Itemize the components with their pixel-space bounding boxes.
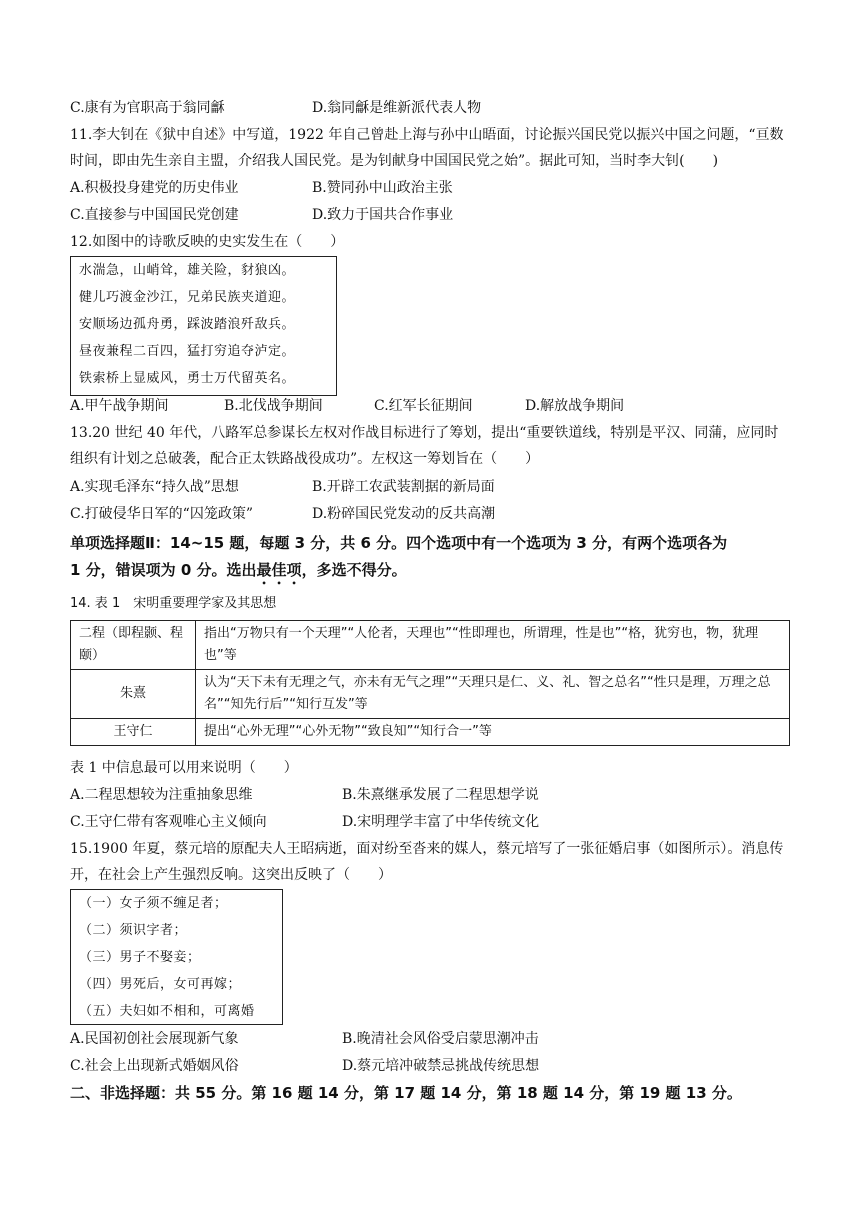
table-row <box>71 719 790 746</box>
table-cell-name: 二程（即程颢、程颐） <box>71 621 196 670</box>
q12-stem: 12.如图中的诗歌反映的史实发生在（ ） <box>70 234 345 250</box>
q12-option-c: C.红军长征期间 <box>374 398 473 414</box>
q10-option-c: C.康有为官职高于翁同龢 <box>70 100 225 116</box>
section-2-instructions-line1: 单项选择题Ⅱ：14~15 题，每题 3 分，共 6 分。四个选项中有一个选项为 3 分，有两个选项各为 <box>70 534 728 552</box>
table-cell-content: 指出“万物只有一个天理”“人伦者，天理也”“性即理也，所谓理，性是也”“格，犹穷也，物，犹理也”等 <box>196 621 790 670</box>
section-2-instructions-line2 <box>70 560 407 588</box>
q11-option-c: C.直接参与中国国民党创建 <box>70 207 239 223</box>
q11-option-d: D.致力于国共合作事业 <box>312 207 454 223</box>
poem-line: 健儿巧渡金沙江，兄弟民族夹道迎。 <box>79 290 296 305</box>
q15-option-d: D.蔡元培冲破禁忌挑战传统思想 <box>342 1058 540 1074</box>
q11-option-b: B.赞同孙中山政治主张 <box>312 180 453 196</box>
instructions-text: 1 分，错误项为 0 分。选出 <box>70 561 257 579</box>
q13-option-b: B.开辟工农武装割据的新局面 <box>312 479 495 495</box>
q12-option-b: B.北伐战争期间 <box>224 398 323 414</box>
table-cell-name: 王守仁 <box>71 719 196 746</box>
emphasis-text: 最佳项 <box>256 561 302 579</box>
q11-option-a: A.积极投身建党的历史伟业 <box>70 180 239 196</box>
table-cell-name: 朱熹 <box>71 670 196 719</box>
q13-option-a: A.实现毛泽东“持久战”思想 <box>70 479 239 495</box>
q14-option-b: B.朱熹继承发展了二程思想学说 <box>342 787 539 803</box>
q12-option-a: A.甲午战争期间 <box>70 398 169 414</box>
table-row <box>71 621 790 670</box>
q15-option-c: C.社会上出现新式婚姻风俗 <box>70 1058 239 1074</box>
thinkers-table <box>70 620 790 746</box>
instructions-text: ，多选不得分。 <box>301 561 407 579</box>
q14-option-c: C.王守仁带有客观唯心主义倾向 <box>70 814 267 830</box>
table-cell-content: 认为“天下未有无理之气，亦未有无气之理”“天理只是仁、义、礼、智之总名”“性只是理，万理之总名”“知先行后”“知行互发”等 <box>196 670 790 719</box>
q15-stem: 15.1900 年夏，蔡元培的原配夫人王昭病逝，面对纷至沓来的媒人，蔡元培写了一张征婚启事（如图所示）。消息传开，在社会上产生强烈反响。这突出反映了（ ） <box>70 841 784 883</box>
table-cell-content: 提出“心外无理”“心外无物”“致良知”“知行合一”等 <box>196 719 790 746</box>
poem-line: 昼夜兼程二百四，猛打穷追夺泸定。 <box>79 344 296 359</box>
section-3-heading: 二、非选择题：共 55 分。第 16 题 14 分，第 17 题 14 分，第 18 题 14 分，第 19 题 13 分。 <box>70 1084 742 1102</box>
q14-stem: 表 1 中信息最可以用来说明（ ） <box>70 760 298 776</box>
q14-table-caption: 14. 表 1 宋明重要理学家及其思想 <box>70 596 277 611</box>
q14-option-d: D.宋明理学丰富了中华传统文化 <box>342 814 540 830</box>
notice-line: （一）女子须不缠足者； <box>79 896 228 911</box>
q15-option-b: B.晚清社会风俗受启蒙思潮冲击 <box>342 1031 539 1047</box>
poem-line: 水湍急，山峭耸，雄关险，豺狼凶。 <box>79 263 296 278</box>
poem-line: 安顺场边孤舟勇，踩波踏浪歼敌兵。 <box>79 317 296 332</box>
q14-option-a: A.二程思想较为注重抽象思维 <box>70 787 253 803</box>
notice-line: （三）男子不娶妾； <box>79 950 201 965</box>
q11-stem: 11.李大钊在《狱中自述》中写道，1922 年自己曾赴上海与孙中山晤面，讨论振兴国民党以振兴中国之问题，“亘数时间，即由先生亲自主盟，介绍我人国民党。是为钊献身中国国民党之始”。据此可知，当时李大钊( ) <box>70 127 784 169</box>
q15-notice-box <box>70 889 283 1025</box>
q13-option-c: C.打破侵华日军的“囚笼政策” <box>70 506 253 522</box>
notice-line: （二）须识字者； <box>79 923 188 938</box>
q10-option-d: D.翁同龢是维新派代表人物 <box>312 100 482 116</box>
q13-stem: 13.20 世纪 40 年代，八路军总参谋长左权对作战目标进行了筹划，提出“重要铁道线，特别是平汉、同蒲，应同时组织有计划之总破袭，配合正太铁路战役成功”。左权这一筹划旨在（ ） <box>70 425 779 467</box>
notice-line: （四）男死后，女可再嫁； <box>79 977 242 992</box>
q12-option-d: D.解放战争期间 <box>525 398 625 414</box>
notice-line: （五）夫妇如不相和，可离婚 <box>79 1004 255 1019</box>
q12-poem-box <box>70 256 337 396</box>
q13-option-d: D.粉碎国民党发动的反共高潮 <box>312 506 496 522</box>
poem-line: 铁索桥上显威风，勇士万代留英名。 <box>79 371 296 386</box>
q15-option-a: A.民国初创社会展现新气象 <box>70 1031 239 1047</box>
table-row <box>71 670 790 719</box>
